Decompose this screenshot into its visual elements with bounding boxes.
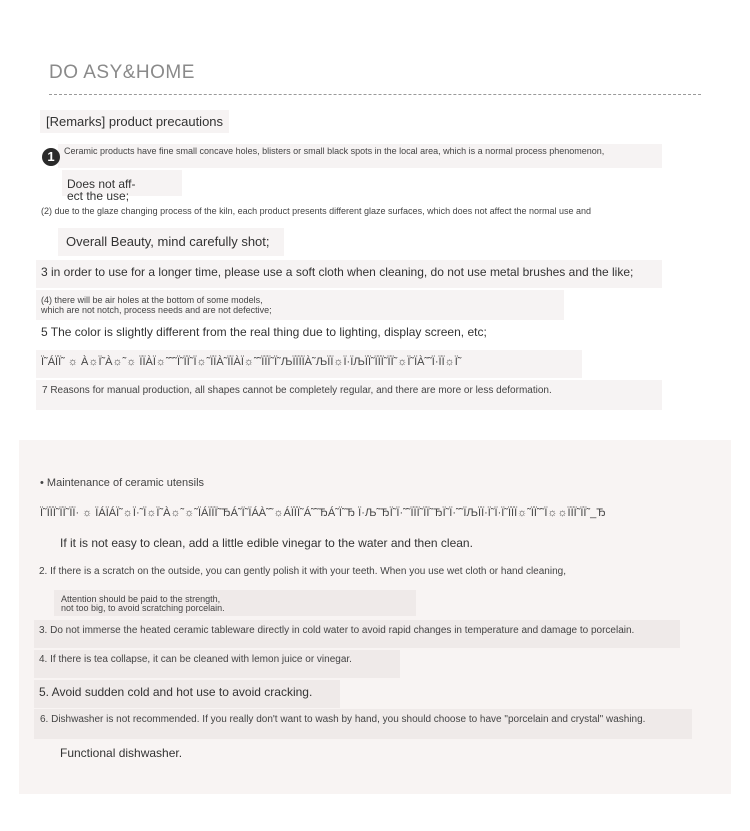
number-one-badge: 1	[42, 148, 60, 166]
maintenance-item-3: 3. Do not immerse the heated ceramic tableware directly in cold water to avoid rapid changes in temperature and damage to porcelain.	[39, 625, 635, 636]
precaution-4-text-b: which are not notch, process needs and are not defective;	[41, 305, 272, 315]
precaution-2-cont: Overall Beauty, mind carefully shot;	[66, 234, 270, 249]
precaution-2-text: (2) due to the glaze changing process of the kiln, each product presents different glaze surfaces, which does not affect the normal use and	[41, 206, 592, 216]
maintenance-item-2-cont	[61, 595, 381, 615]
maintenance-item-5: 5. Avoid sudden cold and hot use to avoid cracking.	[39, 685, 313, 699]
maintenance-item-2: 2. If there is a scratch on the outside, you can gently polish it with your teeth. When you use wet cloth or hand cleaning,	[39, 566, 566, 577]
maintenance-item-6: 6. Dishwasher is not recommended. If you really don't want to wash by hand, you should choose to have "porcelain and crystal" washing.	[40, 714, 646, 725]
precaution-3-text: 3 in order to use for a longer time, please use a soft cloth when cleaning, do not use metal brushes and the like;	[41, 265, 634, 279]
precaution-1-cont	[67, 177, 177, 203]
maintenance-panel	[19, 440, 731, 794]
dashed-divider	[49, 94, 701, 95]
precaution-1-cont-line-a: Does not aff-	[67, 177, 136, 191]
maintenance-item-6-cont: Functional dishwasher.	[60, 746, 183, 760]
precautions-title: [Remarks] product precautions	[40, 110, 229, 133]
precaution-6-garbled: Ï˜ÁÏÏ˜ ☼ À☼Ï˜À☼˜☼ ÏÏÀÏ☼˜˜˜Ï˜ÏÏ˜Ï☼˜ÏÏÀ˜ÏÏÀÏ☼˜˜ÏÏÏ˜Ï˜ЉÏÏÏÏÀ˜ЉÏÏ☼Ï·ÏЉÏÏ˜ÏÏÏ˜ÏÏ˜☼Ï˜ÏÀ˜˜Ï·ÏÏ☼Ï˜	[41, 356, 462, 368]
precaution-4-text-a: (4) there will be air holes at the bottom of some models,	[41, 295, 263, 305]
precaution-1-text: Ceramic products have fine small concave holes, blisters or small black spots in the local area, which is a normal process phenomenon,	[64, 146, 605, 156]
precaution-1-cont-line-b: ect the use;	[67, 189, 130, 203]
precaution-7-text: 7 Reasons for manual production, all shapes cannot be completely regular, and there are more or less deformation.	[42, 385, 552, 396]
maintenance-garbled: Ï˜ÏÏÏ˜ÏÏ˜ÏÏ· ☼ ÏÁÏÁÏ˜☼Ï·˜Ï☼Ï˜À☼˜☼˜ÏÁÏÏÏ˜ЂÁ˜Ï˜ÏÁÀ˜˜☼ÁÏÏÏ˜Á˜˜ЂÁ˜Ï˜Ђ Ï·Љ˜ЂÏ˜Ï·˜˜ÏÏÏ˜ÏÏ˜ЂÏ˜Ï·˜˜ÏЉÏÏ·Ï˜Ï·Ï˜ÏÏÏ☼˜ÏÏ˜˜Ï☼☼ÏÏÏ˜ÏÏ˜_Ђ	[40, 507, 606, 519]
brand-title: DO ASY&HOME	[49, 62, 195, 83]
maintenance-item-1: If it is not easy to clean, add a little edible vinegar to the water and then clean.	[60, 536, 473, 550]
maintenance-item-4: 4. If there is tea collapse, it can be cleaned with lemon juice or vinegar.	[39, 654, 352, 665]
maintenance-title: • Maintenance of ceramic utensils	[40, 477, 205, 489]
maintenance-item-2-cont-b: not too big, to avoid scratching porcelain.	[61, 603, 225, 613]
precaution-5-text: 5 The color is slightly different from the real thing due to lighting, display screen, etc;	[41, 325, 487, 339]
maintenance-item-2-cont-a: Attention should be paid to the strength,	[61, 594, 221, 604]
